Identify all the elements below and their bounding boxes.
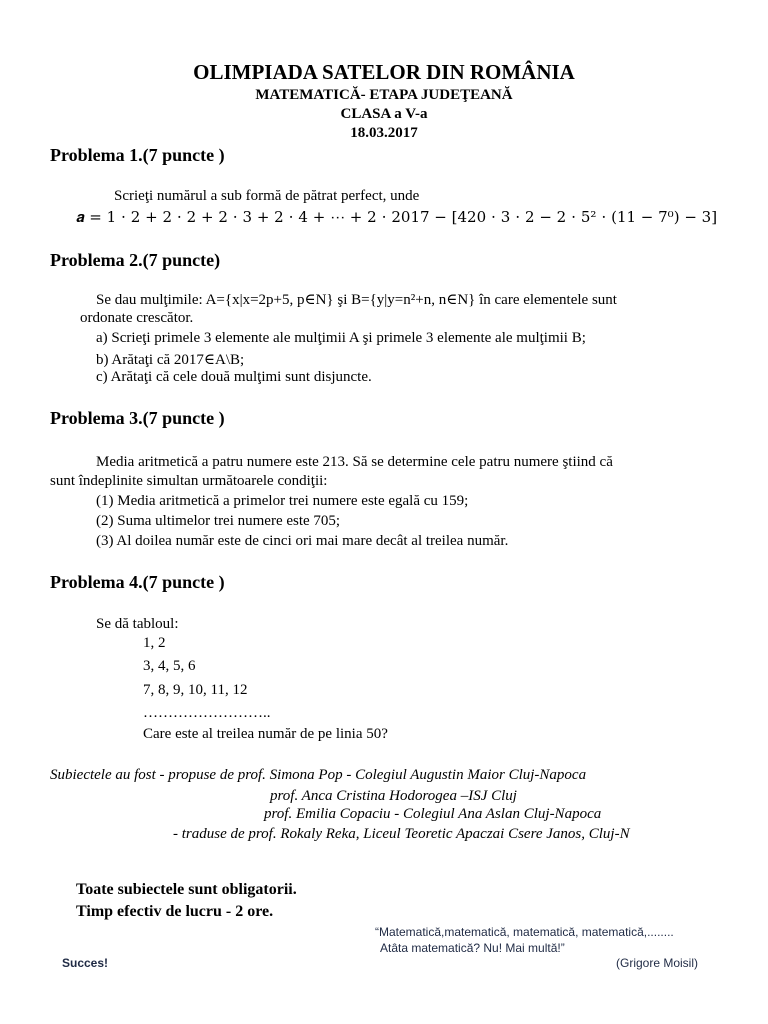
- authors-line-2: prof. Anca Cristina Hodorogea –ISJ Cluj: [270, 788, 517, 804]
- footer-note-2: Timp efectiv de lucru - 2 ore.: [76, 903, 274, 920]
- problem-2-heading: Problema 2.(7 puncte): [50, 250, 221, 270]
- problem-4-question: Care este al treilea număr de pe linia 50?: [143, 726, 388, 742]
- date-line: 18.03.2017: [350, 125, 418, 141]
- table-row-1: 1, 2: [143, 635, 166, 651]
- problem-3-heading: Problema 3.(7 puncte ): [50, 408, 225, 428]
- table-row-2: 3, 4, 5, 6: [143, 658, 196, 674]
- problem-1-heading: Problema 1.(7 puncte ): [50, 145, 225, 165]
- problem-1-formula: 𝒂 = 1 ⋅ 2 + 2 ⋅ 2 + 2 ⋅ 3 + 2 ⋅ 4 + ⋯ + 2 ⋅ 2017 − [420 ⋅ 3 ⋅ 2 − 2 ⋅ 5² ⋅ (11 − 7⁰) − 3]: [76, 208, 718, 226]
- problem-2-part-c: c) Arătaţi că cele două mulţimi sunt disjuncte.: [96, 369, 372, 385]
- grade-line: CLASA a V-a: [340, 106, 428, 122]
- quote-line-1: “Matematică,matematică, matematică, matematică,........: [375, 925, 674, 939]
- table-row-3: 7, 8, 9, 10, 11, 12: [143, 682, 248, 698]
- authors-line-3: prof. Emilia Copaciu - Colegiul Ana Aslan Cluj-Napoca: [264, 806, 602, 822]
- authors-line-4: - traduse de prof. Rokaly Reka, Liceul Teoretic Apaczai Csere Janos, Cluj-N: [173, 826, 630, 842]
- quote-line-2: Atâta matematică? Nu! Mai multă!”: [380, 941, 565, 955]
- problem-3-condition-2: (2) Suma ultimelor trei numere este 705;: [96, 513, 341, 529]
- problem-3-line2: sunt îndeplinite simultan următoarele condiţii:: [50, 473, 328, 489]
- problem-2-line2: ordonate crescător.: [80, 310, 194, 326]
- subject-line: MATEMATICĂ- ETAPA JUDEŢEANĂ: [255, 87, 513, 103]
- problem-4-heading: Problema 4.(7 puncte ): [50, 572, 225, 592]
- problem-3-line1: Media aritmetică a patru numere este 213. Să se determine cele patru numere ştiind că: [96, 454, 613, 470]
- footer-note-1: Toate subiectele sunt obligatorii.: [76, 881, 297, 898]
- problem-2-part-b: b) Arătaţi că 2017∈A\B;: [96, 352, 245, 368]
- problem-2-line1: Se dau mulţimile: A={x|x=2p+5, p∈N} şi B={y|y=n²+n, n∈N} în care elementele sunt: [96, 292, 617, 308]
- problem-3-condition-3: (3) Al doilea număr este de cinci ori mai mare decât al treilea număr.: [96, 533, 509, 549]
- authors-line-1: Subiectele au fost - propuse de prof. Simona Pop - Colegiul Augustin Maior Cluj-Napoca: [50, 767, 587, 783]
- table-ellipsis: ……………………..: [143, 705, 271, 721]
- problem-3-condition-1: (1) Media aritmetică a primelor trei numere este egală cu 159;: [96, 493, 469, 509]
- problem-4-intro: Se dă tabloul:: [96, 616, 179, 632]
- success-text: Succes!: [62, 956, 109, 970]
- problem-1-intro: Scrieţi numărul a sub formă de pătrat perfect, unde: [114, 188, 420, 204]
- page-title: OLIMPIADA SATELOR DIN ROMÂNIA: [193, 60, 575, 84]
- problem-2-part-a: a) Scrieţi primele 3 elemente ale mulţimii A şi primele 3 elemente ale mulţimii B;: [96, 330, 586, 346]
- quote-author: (Grigore Moisil): [616, 956, 699, 970]
